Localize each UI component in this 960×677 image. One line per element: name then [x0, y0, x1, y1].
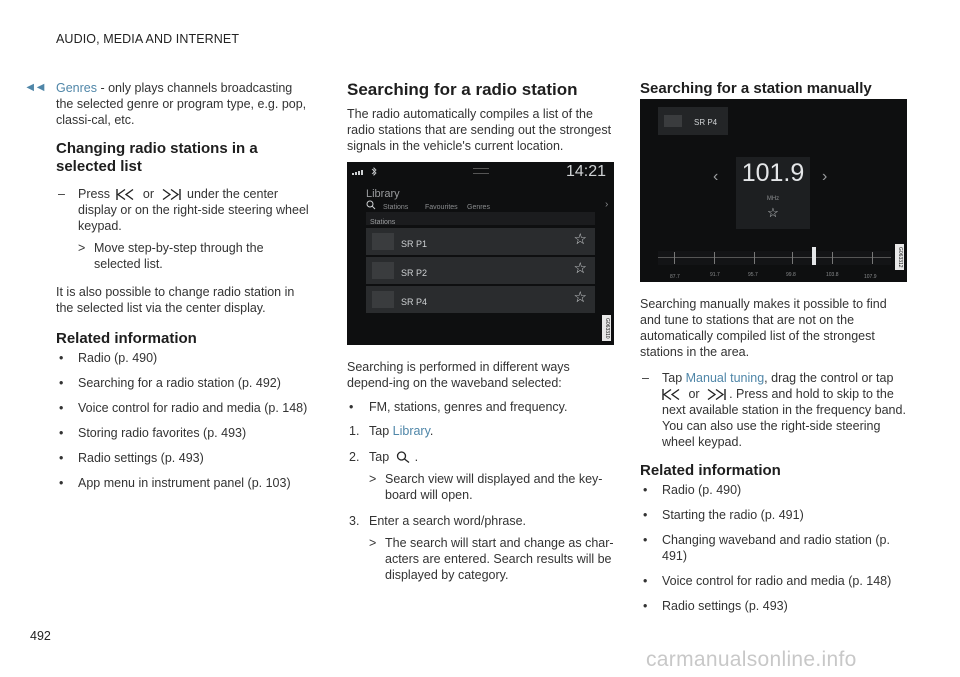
- favorite-star-icon: ☆: [573, 289, 587, 306]
- related-heading-right: Related information: [640, 462, 781, 479]
- tab-favourites[interactable]: Favourites: [425, 204, 458, 211]
- tuning-slider-handle[interactable]: [812, 247, 816, 265]
- related-link[interactable]: • Changing waveband and radio station (p. 491): [643, 533, 890, 563]
- station-row[interactable]: SR P1 ☆: [366, 228, 595, 255]
- favorite-star-icon: ☆: [573, 260, 587, 277]
- step-3-result: > The search will start and change as char-acters are entered. Search results will be displayed by category.: [369, 536, 614, 582]
- chevron-left-icon[interactable]: ‹: [713, 168, 719, 185]
- manual-tuning-term[interactable]: Manual tuning: [685, 371, 765, 385]
- tab-stations[interactable]: Stations: [383, 204, 409, 211]
- step-press: – Press or under the center display or on the right-side steering wheel keypad.: [58, 187, 309, 233]
- scale-label: 107.9: [864, 274, 877, 280]
- bluetooth-icon: [371, 167, 377, 176]
- manual-tuning-screenshot: [640, 99, 907, 282]
- related-link[interactable]: • Searching for a radio station (p. 492): [59, 376, 281, 390]
- stations-list-header: Stations: [370, 219, 396, 226]
- signal-icon: [352, 169, 370, 175]
- related-link[interactable]: • App menu in instrument panel (p. 103): [59, 476, 291, 490]
- tuning-scale[interactable]: [658, 251, 891, 265]
- changing-stations-heading: Changing radio stations in a selected list: [56, 140, 258, 175]
- intro-paragraph: The radio automatically compiles a list of the radio stations that are sending out the strongest signals in the vehicle's current location.: [347, 107, 612, 153]
- related-link[interactable]: • Radio (p. 490): [643, 483, 742, 497]
- related-link[interactable]: • Radio settings (p. 493): [643, 599, 788, 613]
- image-code: G063312: [895, 244, 904, 270]
- step-result: > Move step-by-step through the selected list.: [78, 241, 264, 271]
- related-link[interactable]: • Voice control for radio and media (p. 148): [643, 574, 892, 588]
- watermark: carmanualsonline.info: [646, 648, 857, 671]
- related-heading-left: Related information: [56, 330, 197, 347]
- section-header: AUDIO, MEDIA AND INTERNET: [56, 32, 240, 46]
- favorite-star-icon[interactable]: ☆: [767, 205, 779, 220]
- scale-label: 87.7: [670, 274, 680, 280]
- related-link[interactable]: • Storing radio favorites (p. 493): [59, 426, 247, 440]
- step-3: 3. Enter a search word/phrase.: [349, 514, 527, 528]
- page-number: 492: [30, 629, 51, 643]
- chevron-right-icon[interactable]: ›: [605, 199, 609, 210]
- skip-back-icon: [116, 189, 136, 200]
- search-icon[interactable]: [366, 200, 376, 210]
- frequency-unit: MHz: [766, 196, 780, 202]
- related-list-left: [56, 350, 312, 491]
- image-code: G063310: [602, 315, 611, 341]
- library-term[interactable]: Library: [392, 424, 430, 438]
- scale-label: 91.7: [710, 272, 720, 278]
- skip-forward-icon: [161, 189, 181, 200]
- related-link[interactable]: • Radio settings (p. 493): [59, 451, 204, 465]
- frequency-readout: 101.9: [741, 159, 805, 187]
- genres-paragraph: Genres - only plays channels broadcasting the selected genre or program type, e.g. pop, classi-cal, etc.: [56, 81, 307, 127]
- favorite-star-icon: ☆: [573, 231, 587, 248]
- step-2: 2. Tap .: [349, 450, 419, 464]
- manual-step: – Tap Manual tuning, drag the control or tap or . Press and hold to skip to the next available station in the frequency band. You can also use the right-side steering wheel keypad.: [642, 371, 906, 449]
- search-paragraph: Searching is performed in different ways depend-ing on the waveband selected:: [347, 360, 570, 390]
- step-2-result: > Search view will displayed and the key-board will open.: [369, 472, 603, 502]
- skip-back-icon: [662, 389, 682, 400]
- column-left: [56, 80, 312, 500]
- related-list-right: [640, 482, 908, 614]
- station-row[interactable]: SR P2 ☆: [366, 257, 595, 284]
- bullet-item: • FM, stations, genres and frequency.: [349, 400, 568, 414]
- searching-heading: Searching for a radio station: [347, 80, 578, 99]
- manual-paragraph: Searching manually makes it possible to find and tune to stations that are not on the automatically compiled list of the strongest stations in the area.: [640, 297, 887, 359]
- also-paragraph: It is also possible to change radio station in the selected list via the center display.: [56, 285, 295, 315]
- tab-genres[interactable]: Genres: [467, 204, 490, 211]
- library-title: Library: [366, 188, 400, 200]
- search-icon: [396, 451, 412, 463]
- clock: 14:21: [565, 163, 606, 180]
- manual-heading: Searching for a station manually: [640, 80, 872, 97]
- drag-handle[interactable]: [473, 168, 489, 174]
- related-link[interactable]: • Radio (p. 490): [59, 351, 158, 365]
- chevron-right-icon[interactable]: ›: [822, 168, 828, 185]
- station-row[interactable]: SR P4 ☆: [366, 286, 595, 313]
- scale-label: 95.7: [748, 272, 758, 278]
- column-right: [640, 80, 908, 623]
- continuation-marker: ◄◄: [24, 80, 45, 94]
- related-link[interactable]: • Starting the radio (p. 491): [643, 508, 804, 522]
- scale-label: 103.8: [826, 272, 839, 278]
- related-link[interactable]: • Voice control for radio and media (p. 148): [59, 401, 308, 415]
- station-name: SR P4: [694, 118, 718, 127]
- column-middle: [347, 80, 615, 583]
- genres-term: Genres: [56, 81, 97, 95]
- scale-label: 99.8: [786, 272, 796, 278]
- skip-forward-icon: [706, 389, 726, 400]
- step-1: 1. Tap Library.: [349, 424, 434, 438]
- library-screenshot: [347, 162, 614, 345]
